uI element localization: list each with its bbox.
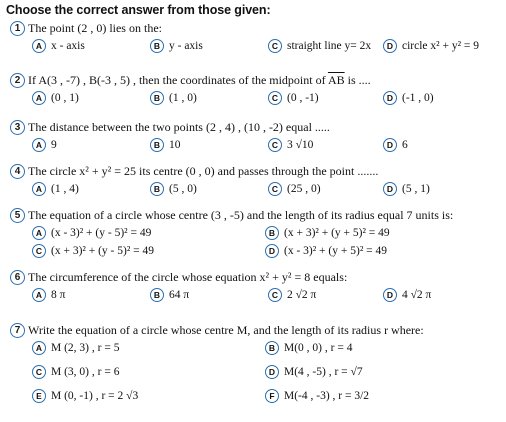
option-text: (x - 3)² + (y + 5)² = 49 — [284, 245, 388, 257]
option-text: (x + 3)² + (y - 5)² = 49 — [51, 245, 155, 257]
option-letter: B — [150, 182, 164, 196]
option-text: M(4 , -5) , r = √7 — [284, 366, 363, 378]
option-letter: C — [268, 39, 282, 53]
option-letter: C — [268, 288, 282, 302]
option-d[interactable] — [265, 363, 363, 381]
option-c[interactable] — [268, 37, 371, 55]
question-number: 5 — [10, 208, 25, 223]
option-letter: D — [383, 91, 397, 105]
option-b[interactable] — [150, 89, 197, 107]
option-text: (0 , -1) — [287, 92, 319, 104]
option-a[interactable] — [32, 180, 79, 198]
option-letter: A — [32, 91, 46, 105]
stem-prefix: If A(3 , -7) , B(-3 , 5) , then the coordinates of the midpoint of — [28, 72, 328, 87]
option-letter: A — [32, 226, 46, 240]
option-text: y - axis — [169, 40, 203, 52]
option-a[interactable] — [32, 89, 79, 107]
option-letter: E — [32, 389, 46, 403]
option-f[interactable] — [265, 387, 369, 405]
question-stem: The distance between the two points (2 , 4) , (10 , -2) equal ..... — [28, 119, 330, 134]
option-text: x - axis — [51, 40, 85, 52]
option-c[interactable] — [268, 180, 321, 198]
option-text: (25 , 0) — [287, 183, 321, 195]
option-text: 6 — [402, 139, 408, 151]
question-7 — [10, 321, 504, 411]
option-text: 4 √2 π — [402, 289, 432, 301]
question-3 — [10, 118, 504, 154]
option-letter: A — [32, 39, 46, 53]
option-a[interactable] — [32, 136, 57, 154]
option-letter: A — [32, 138, 46, 152]
option-text: (-1 , 0) — [402, 92, 434, 104]
option-letter: B — [150, 39, 164, 53]
option-b[interactable] — [150, 136, 181, 154]
option-d[interactable] — [383, 180, 430, 198]
option-text: 8 π — [51, 289, 66, 301]
option-letter: B — [150, 138, 164, 152]
question-6 — [10, 268, 504, 304]
option-letter: B — [150, 91, 164, 105]
option-letter: C — [268, 138, 282, 152]
question-stem: The circumference of the circle whose equation x² + y² = 8 equals: — [28, 269, 348, 284]
option-c[interactable] — [268, 89, 319, 107]
question-stem — [28, 73, 371, 88]
option-b[interactable] — [150, 37, 203, 55]
option-letter: B — [265, 341, 279, 355]
question-number: 2 — [10, 73, 25, 88]
option-c[interactable] — [268, 136, 313, 154]
question-stem: The equation of a circle whose centre (3 , -5) and the length of its radius equal 7 units is: — [28, 207, 454, 222]
option-text: (1 , 4) — [51, 183, 79, 195]
option-letter: D — [265, 365, 279, 379]
option-text: (x - 3)² + (y - 5)² = 49 — [51, 227, 152, 239]
option-e[interactable] — [32, 387, 138, 405]
question-2 — [10, 71, 504, 107]
question-5 — [10, 206, 504, 260]
option-c[interactable] — [32, 242, 154, 260]
option-text: circle x² + y² = 9 — [402, 40, 480, 52]
option-text: 3 √10 — [287, 139, 314, 151]
question-number: 3 — [10, 120, 25, 135]
option-a[interactable] — [32, 224, 151, 242]
option-letter: D — [383, 39, 397, 53]
option-text: 10 — [169, 139, 181, 151]
option-text: (1 , 0) — [169, 92, 197, 104]
option-letter: B — [265, 226, 279, 240]
option-text: 9 — [51, 139, 57, 151]
option-d[interactable] — [383, 136, 408, 154]
option-text: (5 , 1) — [402, 183, 430, 195]
option-letter: C — [32, 365, 46, 379]
option-letter: C — [268, 182, 282, 196]
segment-label: $\overline{AB}$ — [327, 72, 345, 87]
option-b[interactable] — [265, 339, 352, 357]
option-c[interactable] — [32, 363, 119, 381]
option-a[interactable] — [32, 339, 119, 357]
option-b[interactable] — [150, 286, 189, 304]
option-text: M (2, 3) , r = 5 — [51, 342, 120, 354]
option-c[interactable] — [268, 286, 316, 304]
question-1 — [10, 19, 504, 55]
option-letter: C — [32, 244, 46, 258]
question-number: 4 — [10, 164, 25, 179]
option-d[interactable] — [265, 242, 387, 260]
option-d[interactable] — [383, 37, 479, 55]
option-letter: D — [383, 288, 397, 302]
option-text: (0 , 1) — [51, 92, 79, 104]
option-letter: D — [383, 138, 397, 152]
option-text: M (0, -1) , r = 2 √3 — [51, 390, 139, 402]
option-a[interactable] — [32, 37, 85, 55]
option-text: 64 π — [169, 289, 190, 301]
page-title: Choose the correct answer from those given: — [6, 3, 271, 17]
option-text: (5 , 0) — [169, 183, 197, 195]
option-letter: B — [150, 288, 164, 302]
question-number: 7 — [10, 323, 25, 338]
option-text: (x + 3)² + (y + 5)² = 49 — [284, 227, 390, 239]
question-stem: The point (2 , 0) lies on the: — [28, 20, 162, 35]
option-letter: C — [268, 91, 282, 105]
option-letter: A — [32, 341, 46, 355]
question-stem: The circle x² + y² = 25 its centre (0 , 0) and passes through the point ....... — [28, 163, 379, 178]
option-text: M (3, 0) , r = 6 — [51, 366, 120, 378]
option-letter: A — [32, 288, 46, 302]
option-letter: F — [265, 389, 279, 403]
option-b[interactable] — [265, 224, 390, 242]
option-letter: D — [265, 244, 279, 258]
option-letter: A — [32, 182, 46, 196]
question-number: 6 — [10, 270, 25, 285]
stem-suffix: is .... — [344, 72, 371, 87]
option-letter: D — [383, 182, 397, 196]
option-b[interactable] — [150, 180, 197, 198]
question-stem: Write the equation of a circle whose centre M, and the length of its radius r where: — [28, 322, 424, 337]
option-d[interactable] — [383, 89, 434, 107]
question-4 — [10, 162, 504, 198]
option-d[interactable] — [383, 286, 431, 304]
option-text: straight line y= 2x — [287, 40, 372, 52]
option-text: M(-4 , -3) , r = 3/2 — [284, 390, 370, 402]
option-a[interactable] — [32, 286, 65, 304]
question-number: 1 — [10, 21, 25, 36]
option-text: M(0 , 0) , r = 4 — [284, 342, 353, 354]
option-text: 2 √2 π — [287, 289, 317, 301]
